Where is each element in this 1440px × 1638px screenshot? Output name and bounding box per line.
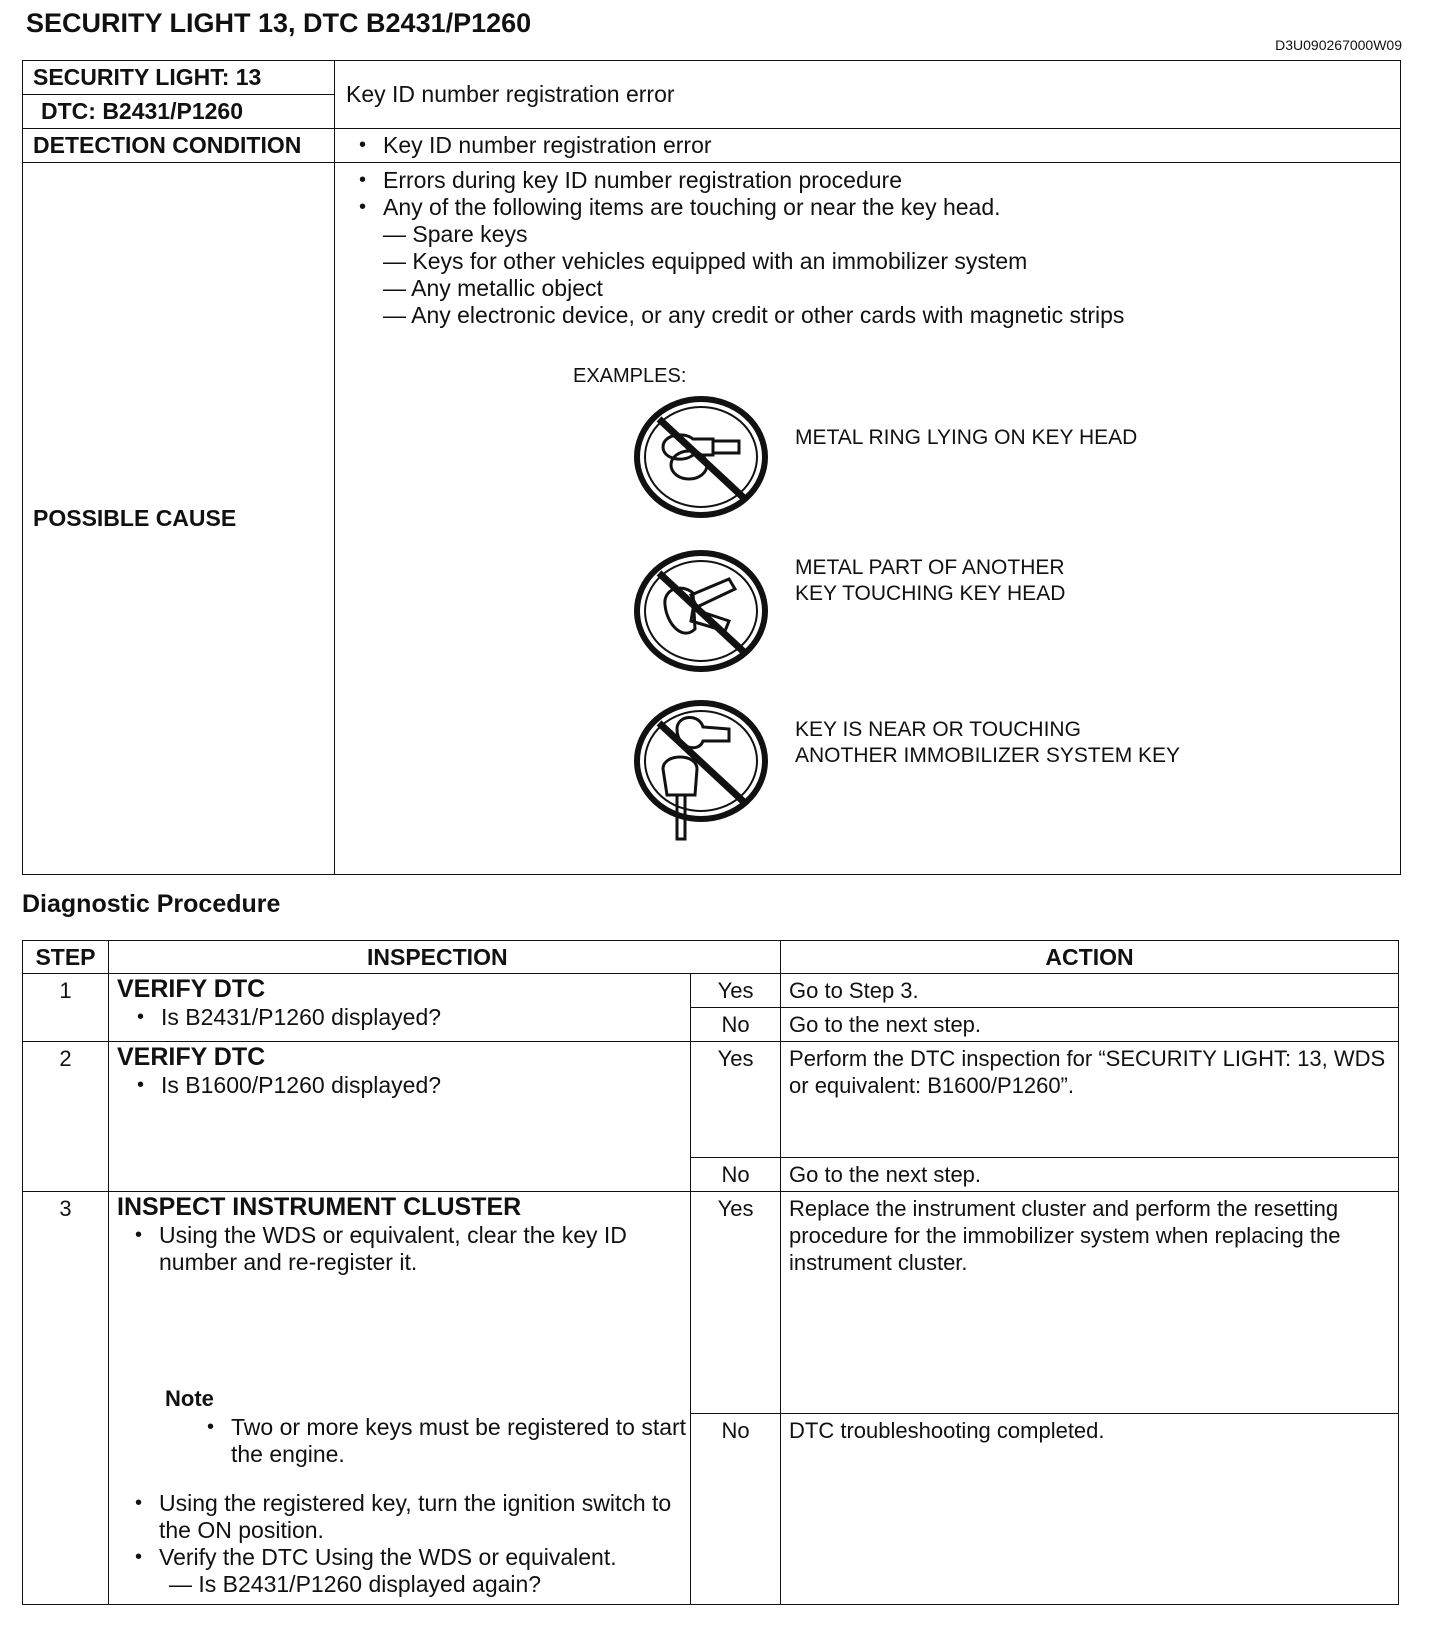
caption-line: METAL RING LYING ON KEY HEAD [795, 426, 1138, 449]
yes-label: Yes [691, 1042, 781, 1158]
possible-cause-item: • Any of the following items are touching or near the key head. [383, 194, 1400, 221]
detection-condition-label: DETECTION CONDITION [23, 129, 335, 163]
example-illustration-3 [633, 699, 769, 854]
no-action: Go to the next step. [781, 1158, 1399, 1192]
yes-label: Yes [691, 1192, 781, 1414]
no-immobilizer-key-icon [633, 699, 769, 849]
document-id: D3U090267000W09 [1275, 37, 1402, 53]
yes-action: Go to Step 3. [781, 974, 1399, 1008]
inspection-bullet: • Is B1600/P1260 displayed? [161, 1072, 690, 1099]
caption-line: KEY TOUCHING KEY HEAD [795, 582, 1066, 605]
page-title: SECURITY LIGHT 13, DTC B2431/P1260 [26, 8, 532, 38]
dtc-description: Key ID number registration error [335, 61, 1401, 129]
security-light-label: SECURITY LIGHT: 13 [23, 61, 335, 95]
possible-cause-cell [335, 163, 1401, 875]
detection-condition-item: • Key ID number registration error [383, 132, 1400, 159]
header-step: STEP [23, 941, 109, 974]
yes-action: Perform the DTC inspection for “SECURITY LIGHT: 13, WDS or equivalent: B1600/P1260”. [781, 1042, 1399, 1158]
header-inspection: INSPECTION [109, 941, 781, 974]
examples-label: EXAMPLES: [573, 365, 687, 387]
caption-line: METAL PART OF ANOTHER [795, 556, 1065, 579]
no-label: No [691, 1414, 781, 1605]
example-caption-2 [795, 555, 1065, 607]
example-caption-1 [795, 425, 1137, 451]
note-item: • Two or more keys must be registered to start the engine. [231, 1414, 690, 1468]
no-action: DTC troubleshooting completed. [781, 1414, 1399, 1605]
header-action: ACTION [781, 941, 1399, 974]
step-number: 1 [23, 974, 109, 1042]
note-label: Note [165, 1386, 214, 1411]
step-heading: VERIFY DTC [117, 975, 266, 1003]
step-heading: INSPECT INSTRUMENT CLUSTER [117, 1193, 522, 1221]
step-number: 2 [23, 1042, 109, 1192]
no-metal-ring-icon [633, 395, 769, 525]
no-label: No [691, 1008, 781, 1042]
no-action: Go to the next step. [781, 1008, 1399, 1042]
yes-action: Replace the instrument cluster and perform the resetting procedure for the immobilizer system when replacing the instrument cluster. [781, 1192, 1399, 1414]
no-other-key-metal-icon [633, 549, 769, 679]
possible-cause-item: • Errors during key ID number registration procedure [383, 167, 1400, 194]
no-label: No [691, 1158, 781, 1192]
possible-cause-label: POSSIBLE CAUSE [23, 163, 335, 875]
yes-label: Yes [691, 974, 781, 1008]
inspection-bullet: • Using the WDS or equivalent, clear the key ID number and re-register it. [159, 1222, 690, 1276]
inspection-bullet: • Verify the DTC Using the WDS or equivalent. [159, 1544, 690, 1571]
step-inspection [109, 1042, 691, 1192]
inspection-bullet: • Is B2431/P1260 displayed? [161, 1004, 690, 1031]
detection-condition-cell [335, 129, 1401, 163]
step-heading: VERIFY DTC [117, 1043, 266, 1071]
cause-subitem: — Keys for other vehicles equipped with an immobilizer system [383, 248, 1028, 274]
cause-subitem: — Spare keys [383, 221, 528, 247]
section-title: Diagnostic Procedure [22, 890, 281, 918]
sub-question: — Is B2431/P1260 displayed again? [169, 1571, 542, 1597]
example-illustration-1 [633, 395, 769, 530]
diagnostic-procedure-table [22, 940, 1399, 1605]
cause-subitem: — Any metallic object [383, 275, 603, 301]
dtc-code-label: DTC: B2431/P1260 [23, 95, 335, 129]
dtc-summary-table [22, 60, 1401, 875]
example-illustration-2 [633, 549, 769, 684]
step-inspection [109, 974, 691, 1042]
cause-subitem: — Any electronic device, or any credit or other cards with magnetic strips [383, 302, 1125, 328]
caption-line: KEY IS NEAR OR TOUCHING [795, 718, 1081, 741]
step-number: 3 [23, 1192, 109, 1605]
caption-line: ANOTHER IMMOBILIZER SYSTEM KEY [795, 744, 1181, 767]
inspection-bullet: • Using the registered key, turn the ignition switch to the ON position. [159, 1490, 690, 1544]
example-caption-3 [795, 717, 1180, 769]
step-inspection [109, 1192, 691, 1605]
